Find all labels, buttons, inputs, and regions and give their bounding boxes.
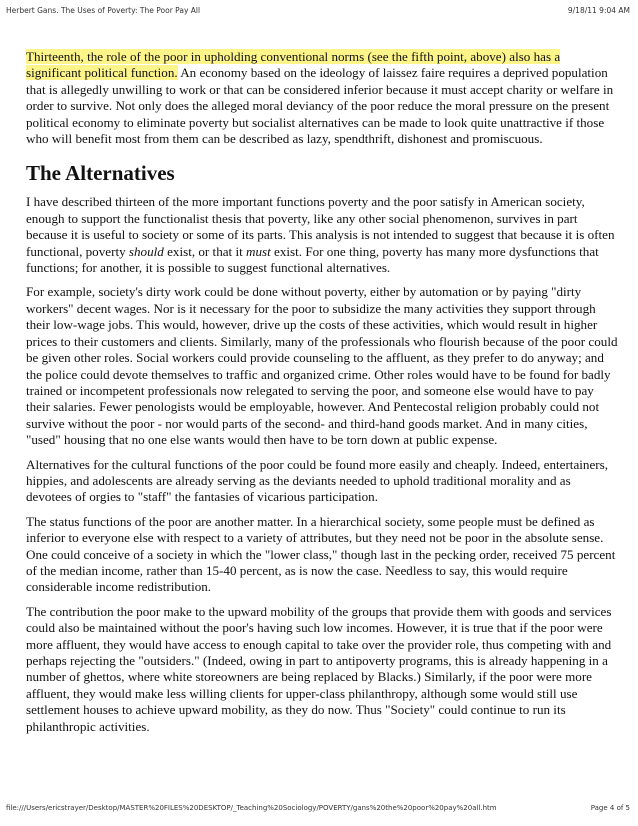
article-body: [26, 49, 618, 743]
footer-page-number: Page 4 of 5: [590, 804, 630, 812]
section-heading: The Alternatives: [26, 161, 175, 186]
footer-file-path: file:///Users/ericstrayer/Desktop/MASTER%20FILES%20DESKTOP/_Teaching%20Sociology/POVERTY/gans%20the%20poor%20pay%20all.htm: [6, 804, 497, 812]
paragraph-text: exist, or that it: [163, 243, 247, 259]
emphasis-must: must: [246, 243, 271, 259]
paragraph-functional-alternatives: [26, 194, 618, 276]
paragraph-dirty-work: For example, society's dirty work could be done without poverty, either by automation or by paying "dirty workers" decent wages. Nor is it necessary for the poor to subsidize the many activities they support through their low-wage jobs. This would, however, drive up the costs of these activities, which would result in higher prices to their customers and clients. Similarly, many of the professionals who flourish because of the poor could be given other roles. Social workers could provide counseling to the affluent, as they prefer to do anyway; and the police could devote themselves to traffic and organized crime. Other roles would have to be found for badly trained or incompetent professionals now relegated to serving the poor, and someone else would have to pay their salaries. Fewer penologists would be employable, however. And Pentecostal religion probably could not survive without the poor - nor would parts of the second- and third-hand goods market. And in many cities, "used" housing that no one else wants would then have to be torn down at public expense.: [26, 284, 618, 448]
print-header: [6, 6, 630, 15]
paragraph-political-function: [26, 49, 618, 147]
header-title: Herbert Gans. The Uses of Poverty: The Poor Pay All: [6, 6, 201, 15]
paragraph-text: An economy based on the ideology of laissez faire requires a deprived population that is allegedly unwilling to work or that can be considered inferior because it must accept charity or welfare in order to survive. Not only does the alleged moral deviancy of the poor reduce the moral pressure on the present political economy to eliminate poverty but socialist alternatives can be made to look quite unattractive if those who will benefit most from them can be described as lazy, spendthrift, dishonest and promiscuous.: [26, 65, 614, 147]
paragraph-cultural-functions: Alternatives for the cultural functions of the poor could be found more easily and cheaply. Indeed, entertainers, hippies, and adolescents are already serving as the deviants needed to uphold traditional morality and as devotees of orgies to "staff" the fantasies of vicarious participation.: [26, 456, 608, 505]
paragraph-text: exist. For one thing, poverty has many more dysfunctions that functions; for another, it is possible to suggest functional alternatives.: [26, 243, 599, 276]
emphasis-should: should: [128, 243, 164, 259]
print-footer: [6, 804, 630, 812]
header-datetime: 9/18/11 9:04 AM: [567, 6, 630, 15]
paragraph-text: I have described thirteen of the more important functions poverty and the poor satisfy in American society, enough to support the functionalist thesis that poverty, like any other social phenomenon, survives in part because it is useful to society or some of its parts. This analysis is not intended to suggest that because it is often functional, poverty: [26, 194, 615, 259]
highlighted-text: Thirteenth, the role of the poor in upholding conventional norms (see the fifth point, above) also has a significant political function.: [26, 49, 561, 81]
paragraph-upward-mobility: The contribution the poor make to the upward mobility of the groups that provide them with goods and services could also be maintained without the poor's having such low incomes. However, it is true that if the poor were more affluent, they would have access to enough capital to take over the provider role, thus competing with and perhaps rejecting the "outsiders." (Indeed, owing in part to antipoverty programs, this is already happening in a number of ghettos, where white storeowners are being replaced by Blacks.) Similarly, if the poor were more affluent, they would make less willing clients for upper-class philanthropy, although some would still use settlement houses to achieve upward mobility, as they do now. Thus "Society" could continue to run its philanthropic activities.: [26, 603, 612, 734]
paragraph-status-functions: The status functions of the poor are another matter. In a hierarchical society, some people must be defined as inferior to everyone else with respect to a variety of attributes, but they need not be poor in the absolute sense. One could conceive of a society in which the "lower class," though last in the pecking order, received 75 percent of the median income, rather than 15-40 percent, as is now the case. Needless to say, this would require considerable income redistribution.: [26, 513, 616, 595]
